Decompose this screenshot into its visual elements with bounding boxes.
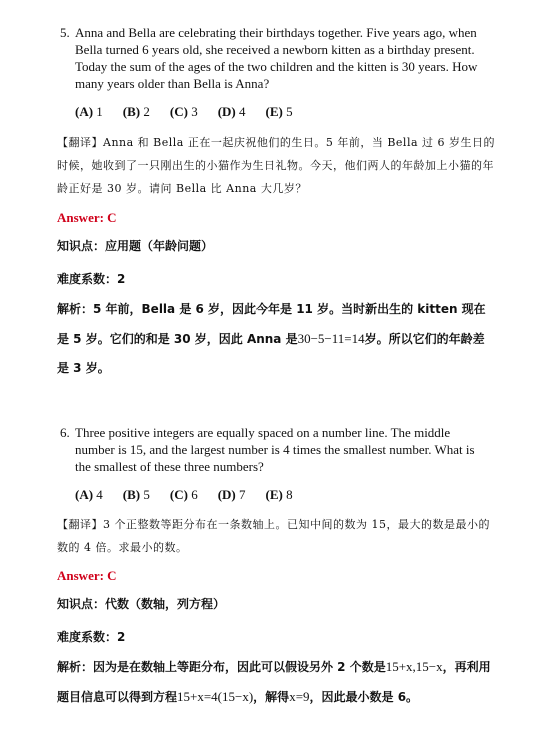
option-b: (B) 5 <box>122 487 150 502</box>
analysis: 解析：5 年前，Bella 是 6 岁，因此今年是 11 岁。当时新出生的 kitten 现在是 5 岁。它们的和是 30 岁，因此 Anna 是30−5−11=14岁。所以它们的年龄差是 3 岁。 <box>57 302 486 375</box>
question-text: Three positive integers are equally spaced on a number line. The middle number is 15, and the largest number is 4 times the smallest number. What is the smallest of these three numbers? <box>75 425 475 474</box>
answer: Answer: C <box>57 568 117 583</box>
translation: 【翻译】Anna 和 Bella 正在一起庆祝他们的生日。5 年前，当 Bella 过 6 岁生日的时候，她收到了一只刚出生的小猫作为生日礼物。今天，他们两人的年龄加上小猫的年龄正好是 30 岁。请问 Bella 比 Anna 大几岁？ <box>57 136 496 195</box>
option-d: (D) 7 <box>217 487 246 502</box>
difficulty: 难度系数：2 <box>57 272 126 286</box>
option-c: (C) 3 <box>169 104 198 119</box>
question-6 <box>60 424 490 475</box>
option-e: (E) 5 <box>265 104 293 119</box>
question-text: Anna and Bella are celebrating their birthdays together. Five years ago, when Bella turned 6 years old, she received a newborn kitten as a birthday present. Today the sum of the ages of the two children and the kitten is 30 years. How many years older than Bella is Anna? <box>75 25 478 91</box>
option-e: (E) 8 <box>265 487 293 502</box>
option-c: (C) 6 <box>169 487 198 502</box>
answer-options <box>75 487 313 503</box>
analysis-formula: 30−5−11=14 <box>297 331 365 346</box>
answer-options <box>75 104 313 120</box>
difficulty: 难度系数：2 <box>57 630 126 644</box>
option-b: (B) 2 <box>122 104 150 119</box>
option-d: (D) 4 <box>217 104 246 119</box>
option-a: (A) 1 <box>75 104 103 119</box>
question-5 <box>60 24 490 92</box>
translation: 【翻译】3 个正整数等距分布在一条数轴上。已知中间的数为 15，最大的数是最小的数的 4 倍。求最小的数。 <box>57 518 490 554</box>
analysis: 解析：因为是在数轴上等距分布，因此可以假设另外 2 个数是15+x,15−x，再利用题目信息可以得到方程15+x=4(15−x)，解得x=9，因此最小数是 6。 <box>57 659 491 704</box>
analysis-solution: x=9 <box>289 689 310 704</box>
answer: Answer: C <box>57 210 117 225</box>
analysis-formula: 15+x,15−x <box>385 659 443 674</box>
option-a: (A) 4 <box>75 487 103 502</box>
question-number: 6. <box>60 425 70 440</box>
knowledge-point: 知识点：代数（数轴，列方程） <box>57 597 226 611</box>
knowledge-point: 知识点：应用题（年龄问题） <box>57 239 214 253</box>
analysis-equation: 15+x=4(15−x) <box>177 689 254 704</box>
question-number: 5. <box>60 25 70 40</box>
